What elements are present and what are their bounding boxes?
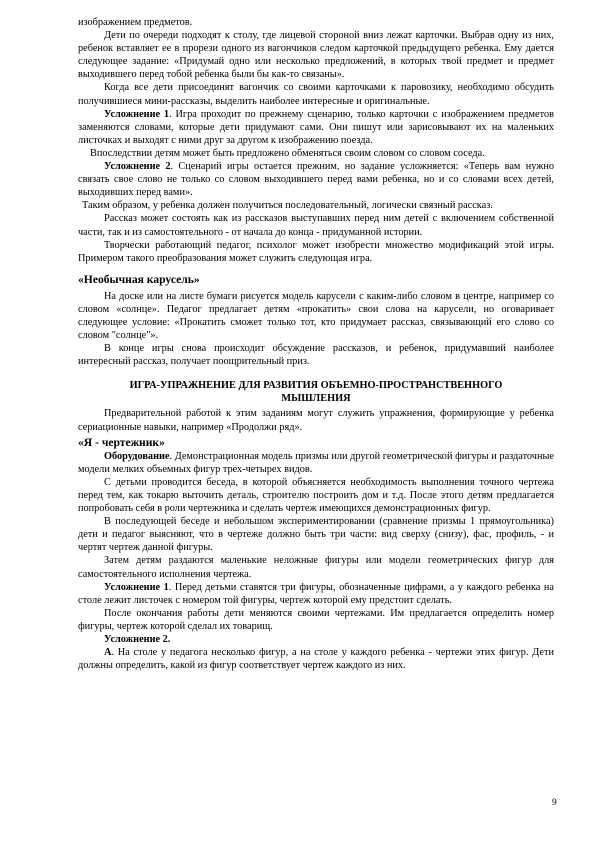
paragraph [78, 160, 554, 199]
paragraph [78, 239, 554, 265]
exercise-heading: ИГРА-УПРАЖНЕНИЕ ДЛЯ РАЗВИТИЯ ОБЪЕМНО-ПРОСТРАНСТВЕННОГО МЫШЛЕНИЯ [129, 380, 503, 405]
item-letter: А [104, 647, 112, 659]
paragraph [78, 199, 554, 212]
paragraph [78, 633, 554, 646]
paragraph [78, 147, 554, 160]
paragraph-text: Таким образом, у ребенка должен получиться последовательный, логически связный рассказ. [82, 200, 493, 212]
paragraph [78, 16, 554, 29]
paragraph-text: изображением предметов. [78, 17, 193, 28]
paragraph-text: Рассказ может состоять как из рассказов выступавших перед ним детей с включением собственной части, так и из самостоятельного - от начала до конца - придуманной истории. [78, 213, 554, 238]
equipment-label: Оборудование [104, 450, 170, 462]
paragraph [78, 581, 554, 607]
paragraph-text: Впоследствии детям может быть предложено обменяться своим словом со словом соседа. [90, 147, 485, 159]
paragraph: Предварительной работой к этим заданиям могут служить упражнения, формирующие у ребенка сериационные навыки, например «Продолжи ряд». [78, 408, 554, 433]
paragraph-text: Дети по очереди подходят к столу, где лицевой стороной вниз лежат карточки. Выбрав одну из них, ребенок вставляет ее в прорези одного из вагончиков следом карточкой предыдущего ребенка. Ему дается следующее задание: «Придумай одно или несколько предложений, в которых твой предмет и предмет выходившего перед тобой ребенка были бы как-то связаны». [78, 30, 554, 81]
complication-label: Усложнение 2. [104, 634, 171, 646]
paragraph-text: Когда все дети присоединят вагончик со своими карточками к паровозику, необходимо обсудить получившиеся мини-рассказы, выделить наиболее интересные и оригинальные. [78, 82, 554, 107]
paragraph-text: Творчески работающий педагог, психолог может изобрести множество модификаций этой игры. Примером такого преобразования может служить следующая игра. [78, 239, 554, 264]
paragraph [78, 212, 554, 238]
paragraph: С детьми проводится беседа, в которой объясняется необходимость выполнения точного чертежа перед тем, как токарю выточить деталь, строителю построить дом и т.д. После этого детям предлагается попробовать себя в роли чертежника и сделать чертеж имеющихся демонстрационных фигур. [78, 476, 554, 515]
complication-label: Усложнение 2 [104, 161, 171, 173]
paragraph-text: . Перед детьми ставятся три фигуры, обозначенные цифрами, а у каждого ребенка на столе лежит листочек с номером той фигуры, чертеж которой ему предстоит сделать. [78, 581, 554, 606]
paragraph [78, 81, 554, 107]
paragraph-text: . На столе у педагога несколько фигур, а на столе у каждого ребенка - чертежи этих фигур. Дети должны определить, какой из фигур соответствует чертеж каждого из них. [78, 647, 554, 672]
paragraph: Затем детям раздаются маленькие неложные фигуры или модели геометрических фигур для самостоятельного исполнения чертежа. [78, 555, 554, 580]
page-number: 9 [552, 798, 557, 808]
paragraph-text: . Демонстрационная модель призмы или другой геометрической фигуры и раздаточные модели мелких объемных фигур трех-четырех видов. [78, 450, 554, 475]
paragraph: После окончания работы дети меняются своими чертежами. Им предлагается определить номер фигуры, чертеж которой сделал их товарищ. [78, 607, 554, 632]
paragraph [78, 29, 554, 81]
complication-label: Усложнение 1 [104, 108, 170, 120]
paragraph: В конце игры снова происходит обсуждение рассказов, и ребенок, придумавший наиболее интересный рассказ, получает поощрительный приз. [78, 343, 554, 368]
complication-label: Усложнение 1 [104, 581, 169, 593]
paragraph: В последующей беседе и небольшом экспериментировании (сравнение призмы 1 прямоугольника) дети и педагог выясняют, что в чертеже должно быть три части: вид сверху (снизу), фас, профиль, - и чертят чертеж данной фигуры. [78, 516, 554, 554]
paragraph-text: . Игра проходит по прежнему сценарию, только карточки с изображением предметов заменяются словами, которые дети придумают сами. Они пишут или зарисовывают их на маленьких листочках и выходят с ними друг за другом к изображению поезда. [78, 108, 555, 146]
paragraph [78, 450, 554, 476]
paragraph [78, 646, 554, 672]
section-title: «Я - чертежник» [78, 435, 165, 449]
paragraph-text: . Сценарий игры остается прежним, но задание усложняется: «Теперь вам нужно связать свое слово не только со словом выходившего перед вами ребенка, но и со словами всех детей, выходивших перед вами». [78, 161, 555, 199]
paragraph [78, 108, 554, 147]
section-title: «Необычная карусель» [78, 272, 200, 286]
paragraph: На доске или на листе бумаги рисуется модель карусели с каким-либо словом в центре, например со словом «солнце». Педагог предлагает детям «прокатить» свои слова на карусели, но оговаривает следующее условие: «Прокатить сможет только тот, кто придумает рассказ, связывающий его слово со словом "солнце"». [78, 290, 554, 342]
document-page [78, 16, 554, 672]
